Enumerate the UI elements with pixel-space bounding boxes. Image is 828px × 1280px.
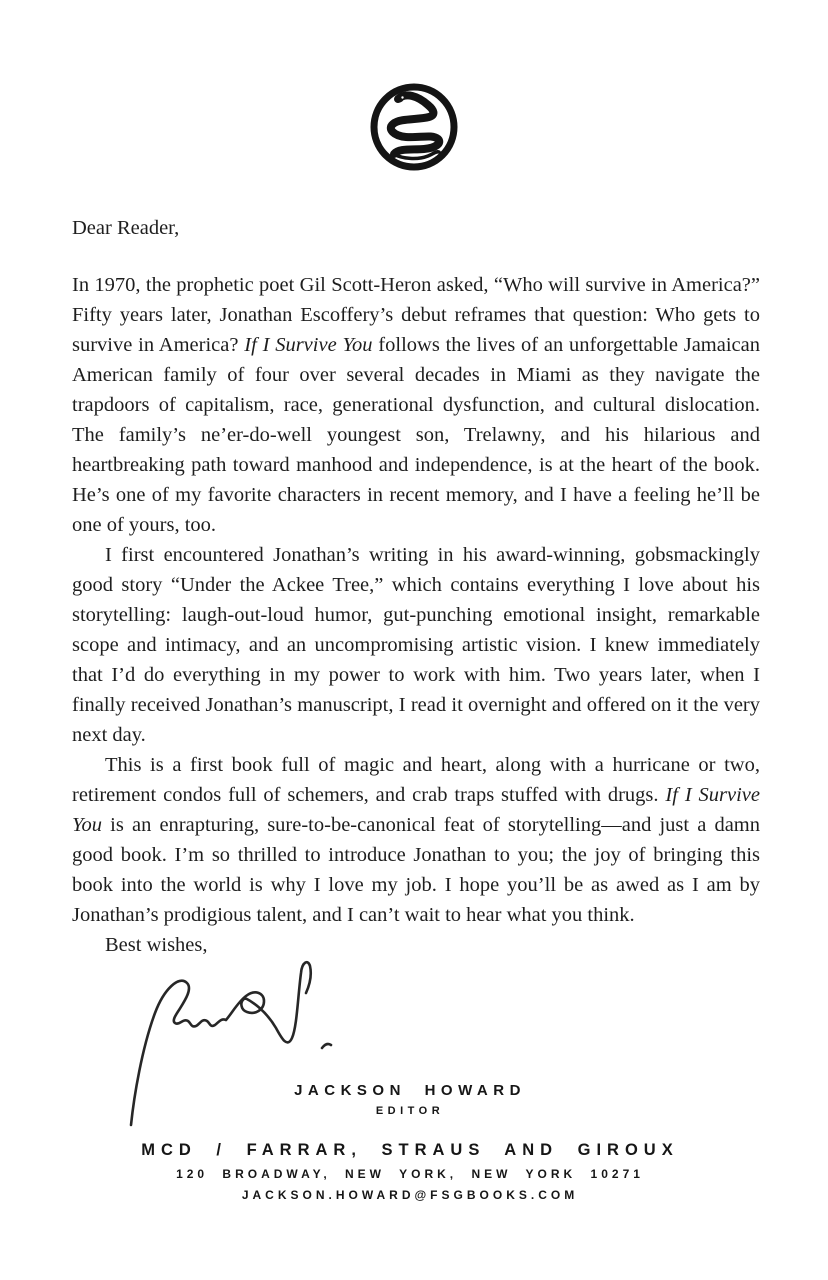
letter-body [72,213,760,960]
email-line: JACKSON.HOWARD@FSGBOOKS.COM [241,1188,579,1202]
editor-title: EDITOR [375,1105,445,1117]
letter-paragraph-3: This is a first book full of magic and heart, along with a hurricane or two, retirement condos full of schemers, and crab traps stuffed with drugs. If I Survive You is an enrapturing, sure-to-be-canonical feat of storytelling—and just a damn good book. I’m so thrilled to introduce Jonathan to you; the joy of bringing this book into the world is why I love my job. I hope you’ll be as awed as I am by Jonathan’s prodigious talent, and I can’t wait to hear what you think. [72,754,760,926]
closing-line: Best wishes, [105,934,208,956]
salutation: Dear Reader, [72,217,180,239]
letter-paragraph-2: I first encountered Jonathan’s writing in his award-winning, gobsmackingly good story “Under the Ackee Tree,” which contains everything I love about his storytelling: laugh-out-loud humor, gut-punching emotional insight, remarkable scope and intimacy, and an uncompromising artistic vision. I knew immediately that I’d do everything in my power to work with him. Two years later, when I finally received Jonathan’s manuscript, I read it overnight and offered on it the very next day. [72,544,760,746]
publisher-line: MCD / FARRAR, STRAUS AND GIROUX [141,1141,679,1159]
logo-container [0,79,828,175]
editor-name: JACKSON HOWARD [294,1082,526,1099]
address-line: 120 BROADWAY, NEW YORK, NEW YORK 10271 [176,1167,644,1181]
letter-paragraph-1: In 1970, the prophetic poet Gil Scott-Heron asked, “Who will survive in America?” Fifty years later, Jonathan Escoffery’s debut reframes that question: Who gets to survive in America? If I Survive You follows the lives of an unforgettable Jamaican American family of four over several decades in Miami as they navigate the trapdoors of capitalism, race, generational dysfunction, and cultural dislocation. The family’s ne’er-do-well youngest son, Trelawny, and his hilarious and heartbreaking path toward manhood and independence, is at the heart of the book. He’s one of my favorite characters in recent memory, and I have a feeling he’ll be one of yours, too. [72,274,760,536]
snake-logo-icon [366,79,462,175]
